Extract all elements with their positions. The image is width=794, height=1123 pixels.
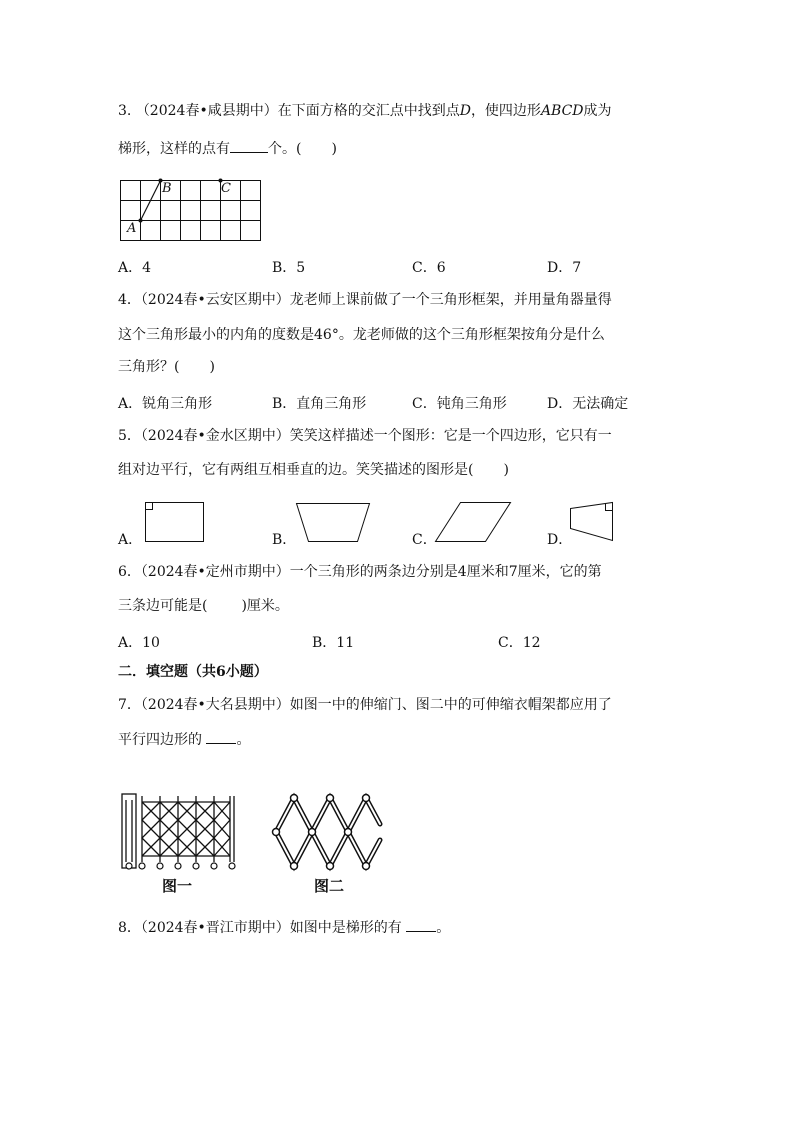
q6-option-a[interactable]: A．10: [118, 635, 160, 651]
q4-option-b[interactable]: B．直角三角形: [272, 396, 367, 412]
q3-text: 成为: [583, 103, 612, 119]
quad-label: ABCD: [540, 103, 584, 119]
q4-text: ): [209, 359, 215, 375]
label-a: A: [127, 221, 137, 236]
rectangle-shape-icon: [140, 500, 210, 546]
q6-text: )厘米。: [241, 598, 289, 614]
q8-line1: [118, 916, 450, 938]
label-c: C: [221, 181, 231, 196]
q3-line1: [118, 101, 612, 121]
q6-option-c[interactable]: C．12: [498, 635, 541, 651]
q5-option-d[interactable]: D．: [547, 532, 573, 548]
q3-text: 个。(: [268, 141, 302, 157]
q3-option-a[interactable]: A．4: [118, 260, 152, 276]
q6-line2: [118, 596, 289, 616]
q6-text: 三条边可能是(: [118, 598, 208, 614]
answer-blank[interactable]: [406, 916, 436, 932]
right-trapezoid-icon: [566, 500, 620, 546]
q5-text: ): [503, 462, 509, 478]
q5-line1: 5．（2024春•金水区期中）笑笑这样描述一个图形：它是一个四边形，它只有一: [118, 428, 612, 444]
q3-source: （2024春•咸县期中）: [135, 103, 278, 119]
q3-option-d[interactable]: D．7: [547, 260, 582, 276]
q4-option-d[interactable]: D．无法确定: [547, 396, 629, 412]
q4-line1: 4．（2024春•云安区期中）龙老师上课前做了一个三角形框架，并用量角器量得: [118, 292, 612, 308]
q3-text: 在下面方格的交汇点中找到点: [277, 103, 460, 119]
q7-line1: 7．（2024春•大名县期中）如图一中的伸缩门、图二中的可伸缩衣帽架都应用了: [118, 697, 612, 713]
q7-line2: [118, 728, 250, 750]
q8-text: 8．（2024春•晋江市期中）如图中是梯形的有: [118, 920, 402, 936]
q3-option-c[interactable]: C．6: [412, 260, 446, 276]
q5-option-b[interactable]: B．: [272, 532, 297, 548]
answer-blank[interactable]: [230, 137, 268, 153]
point-a: [139, 219, 143, 223]
isosceles-trapezoid-icon: [294, 500, 374, 546]
expandable-rack-figure: [266, 790, 386, 874]
figure-2-caption: 图二: [314, 877, 345, 895]
answer-blank[interactable]: [206, 728, 236, 744]
q3-text: ，使四边形: [470, 103, 541, 119]
q5-line2: [118, 460, 509, 480]
q3-text: ): [331, 141, 337, 157]
q4-option-a[interactable]: A．锐角三角形: [118, 396, 213, 412]
q4-line3: [118, 357, 215, 377]
q6-line1: 6．（2024春•定州市期中）一个三角形的两条边分别是4厘米和7厘米，它的第: [118, 564, 602, 580]
label-b: B: [162, 181, 172, 196]
q6-option-b[interactable]: B．11: [312, 635, 355, 651]
q3-line2: [118, 137, 337, 159]
parallelogram-shape-icon: [433, 500, 513, 546]
grid-figure: [118, 176, 264, 242]
q3-number: 3.: [118, 103, 132, 119]
q5-text: 组对边平行，它有两组互相垂直的边。笑笑描述的图形是(: [118, 462, 474, 478]
q3-text: 梯形，这样的点有: [118, 141, 230, 157]
section-heading: 二．填空题（共6小题）: [118, 664, 268, 680]
q4-line2: 这个三角形最小的内角的度数是46°。龙老师做的这个三角形框架按角分是什么: [118, 327, 605, 343]
q7-text: 。: [236, 732, 251, 748]
q5-option-a[interactable]: A．: [118, 532, 143, 548]
q4-option-c[interactable]: C．钝角三角形: [412, 396, 507, 412]
q8-text: 。: [436, 920, 451, 936]
figure-1-caption: 图一: [162, 877, 193, 895]
q7-text: 平行四边形的: [118, 732, 202, 748]
q4-text: 三角形？(: [118, 359, 180, 375]
expandable-gate-figure: [118, 792, 242, 872]
point-d-label: D: [459, 103, 471, 119]
q5-option-c[interactable]: C．: [412, 532, 437, 548]
q3-option-b[interactable]: B．5: [272, 260, 306, 276]
